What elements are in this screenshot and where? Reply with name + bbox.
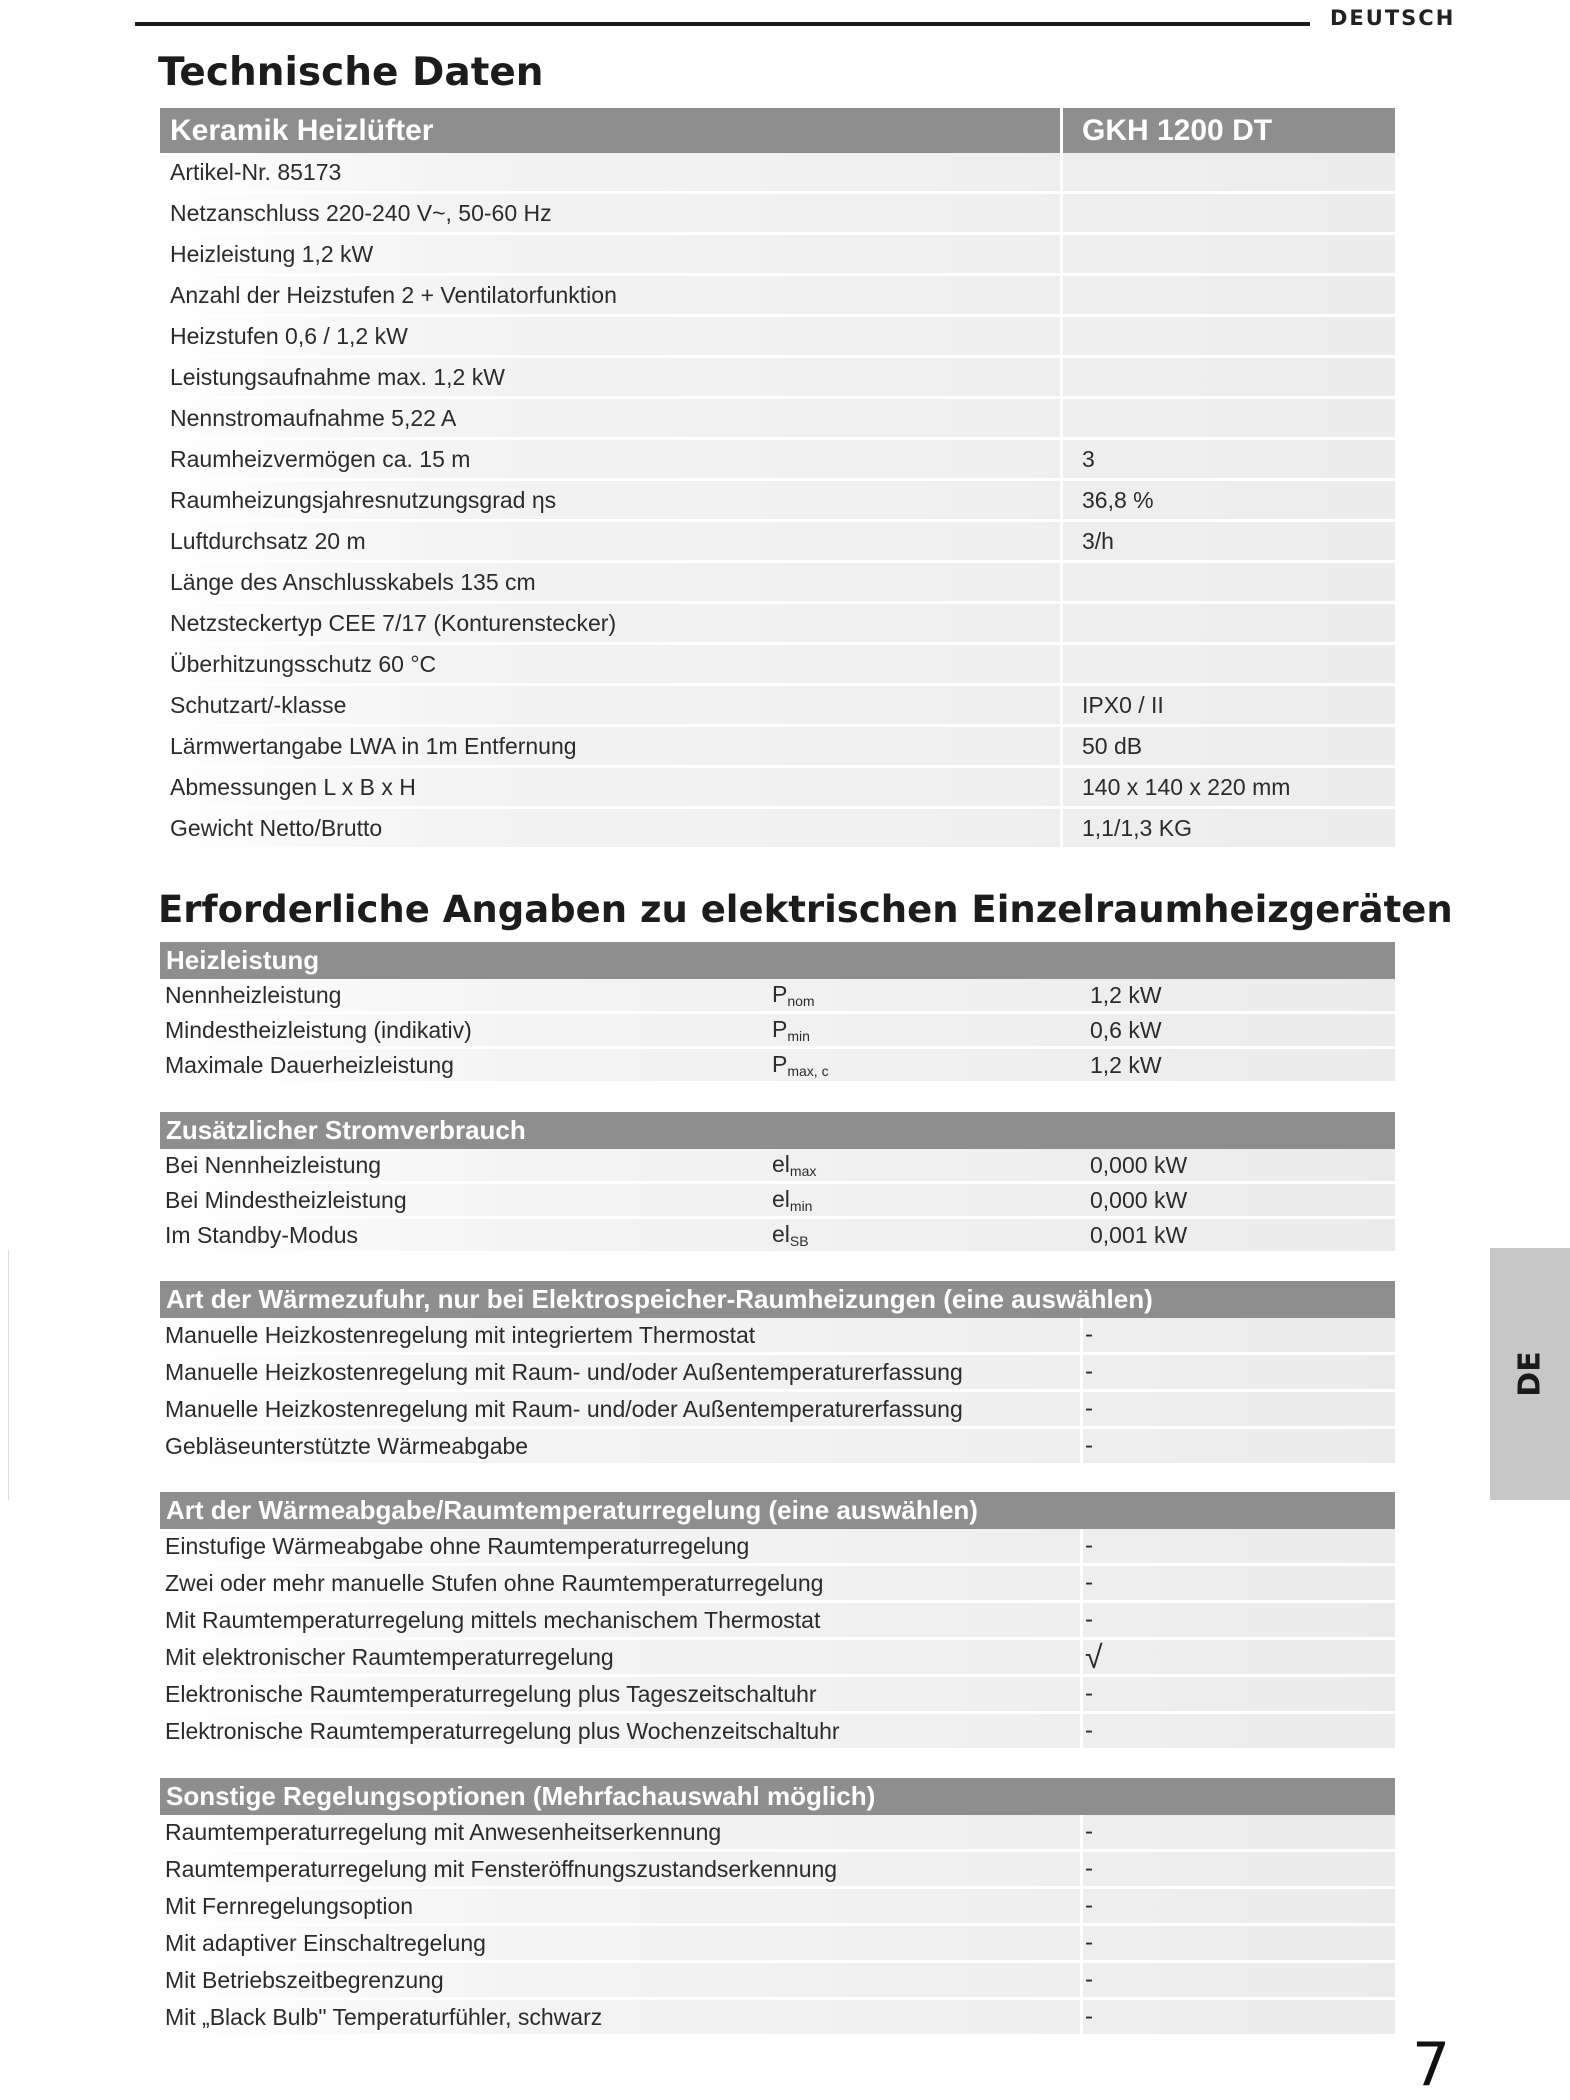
symbol-base: el [772, 1186, 790, 1212]
row-value: 3 [1082, 445, 1095, 472]
table-row [160, 1603, 1395, 1640]
table-row [160, 1184, 1395, 1219]
row-value: 0,000 kW [1090, 1186, 1188, 1213]
row-label: Schutzart/-klasse [170, 691, 347, 718]
row-value: IPX0 / II [1082, 691, 1164, 718]
waermezufuhr-header: Art der Wärmezufuhr, nur bei Elektrospeicher-Raumheizungen (eine auswählen) [160, 1281, 1395, 1318]
row-label: Mit Betriebszeitbegrenzung [165, 1966, 444, 1993]
row-label: Raumheizungsjahresnutzungsgrad ηs [170, 486, 557, 513]
table-row [160, 1926, 1395, 1963]
table-row [160, 194, 1395, 235]
table-row [160, 645, 1395, 686]
waermezufuhr-table [160, 1281, 1395, 1466]
heizleistung-header: Heizleistung [160, 942, 1395, 979]
dash-mark: - [1085, 1532, 1093, 1559]
checkmark-icon: √ [1085, 1638, 1103, 1675]
dash-mark: - [1085, 1321, 1093, 1348]
row-label: Gebläseunterstützte Wärmeabgabe [165, 1432, 529, 1459]
page-title: Technische Daten [158, 50, 544, 95]
dash-mark: - [1085, 1432, 1093, 1459]
table-row [160, 1677, 1395, 1714]
table-row [160, 522, 1395, 563]
waermeabgabe-header: Art der Wärmeabgabe/Raumtemperaturregelung (eine auswählen) [160, 1492, 1395, 1529]
section-title: Erforderliche Angaben zu elektrischen Einzelraumheizgeräten [158, 888, 1453, 931]
stromverbrauch-header: Zusätzlicher Stromverbrauch [160, 1112, 1395, 1149]
dash-mark: - [1085, 1358, 1093, 1385]
row-value: 1,1/1,3 KG [1082, 814, 1192, 841]
row-label: Abmessungen L x B x H [170, 773, 416, 800]
table-row [160, 768, 1395, 809]
row-label: Mit Raumtemperaturregelung mittels mechanischem Thermostat [165, 1606, 821, 1633]
table-row [160, 1355, 1395, 1392]
side-tab-label: DE [1512, 1351, 1548, 1397]
row-label: Nennstromaufnahme 5,22 A [170, 404, 457, 431]
row-label: Bei Nennheizleistung [165, 1151, 382, 1178]
row-value: 36,8 % [1082, 486, 1154, 513]
table-row [160, 399, 1395, 440]
dash-mark: - [1085, 1395, 1093, 1422]
row-label: Mit Fernregelungsoption [165, 1892, 414, 1919]
table-row [160, 276, 1395, 317]
row-value: 0,001 kW [1090, 1221, 1188, 1248]
tech-data-table [160, 108, 1395, 850]
row-label: Raumtemperaturregelung mit Anwesenheitserkennung [165, 1818, 722, 1845]
table-row [160, 1640, 1395, 1677]
row-label: Artikel-Nr. 85173 [170, 158, 342, 185]
row-value: 1,2 kW [1090, 1051, 1162, 1078]
table-row [160, 1889, 1395, 1926]
sonstige-table [160, 1778, 1395, 2037]
row-value: 0,000 kW [1090, 1151, 1188, 1178]
page-number: 7 [1412, 2030, 1451, 2100]
row-value: 0,6 kW [1090, 1016, 1162, 1043]
row-label: Mit adaptiver Einschaltregelung [165, 1929, 486, 1956]
row-label: Einstufige Wärmeabgabe ohne Raumtemperaturregelung [165, 1532, 750, 1559]
dash-mark: - [1085, 1606, 1093, 1633]
row-label: Im Standby-Modus [165, 1221, 359, 1248]
symbol-subscript: min [787, 1028, 810, 1044]
symbol-subscript: SB [789, 1233, 809, 1249]
dash-mark: - [1085, 1717, 1093, 1744]
table-row [160, 481, 1395, 522]
language-side-tab [1490, 1248, 1570, 1500]
symbol-subscript: max [789, 1163, 817, 1179]
dash-mark: - [1085, 1818, 1093, 1845]
row-symbol [772, 1051, 829, 1079]
row-label: Netzsteckertyp CEE 7/17 (Konturenstecker) [170, 609, 617, 636]
row-label: Elektronische Raumtemperaturregelung plus Wochenzeitschaltuhr [165, 1717, 840, 1744]
row-label: Raumtemperaturregelung mit Fensteröffnungszustandserkennung [165, 1855, 838, 1882]
stromverbrauch-table [160, 1112, 1395, 1254]
row-label: Länge des Anschlusskabels 135 cm [170, 568, 536, 595]
row-label: Zwei oder mehr manuelle Stufen ohne Raumtemperaturregelung [165, 1569, 824, 1596]
row-label: Heizleistung 1,2 kW [170, 240, 374, 267]
waermeabgabe-table [160, 1492, 1395, 1751]
row-value: 50 dB [1082, 732, 1143, 759]
row-label: Elektronische Raumtemperaturregelung plus Tageszeitschaltuhr [165, 1680, 817, 1707]
table-row [160, 1014, 1395, 1049]
table-row [160, 563, 1395, 604]
header-rule [135, 22, 1310, 26]
table-header [160, 108, 1395, 153]
row-label: Luftdurchsatz 20 m [170, 527, 366, 554]
row-label: Manuelle Heizkostenregelung mit Raum- und/oder Außentemperaturerfassung [165, 1395, 963, 1422]
row-label: Leistungsaufnahme max. 1,2 kW [170, 363, 505, 390]
dash-mark: - [1085, 2003, 1093, 2030]
row-symbol [772, 981, 815, 1009]
row-symbol [772, 1151, 816, 1179]
dash-mark: - [1085, 1892, 1093, 1919]
symbol-base: P [772, 981, 788, 1007]
table-row [160, 1529, 1395, 1566]
dash-mark: - [1085, 1966, 1093, 1993]
row-label: Mindestheizleistung (indikativ) [165, 1016, 472, 1043]
table-row [160, 1392, 1395, 1429]
table-row [160, 235, 1395, 276]
model-name: GKH 1200 DT [1082, 113, 1273, 147]
row-label: Mit elektronischer Raumtemperaturregelung [165, 1643, 614, 1670]
symbol-base: P [772, 1016, 788, 1042]
row-label: Heizstufen 0,6 / 1,2 kW [170, 322, 408, 349]
row-label: Anzahl der Heizstufen 2 + Ventilatorfunktion [170, 281, 617, 308]
symbol-base: el [772, 1151, 790, 1177]
heizleistung-table [160, 942, 1395, 1084]
table-row [160, 1429, 1395, 1466]
language-label: DEUTSCH [1330, 6, 1456, 30]
table-row [160, 440, 1395, 481]
table-row [160, 1566, 1395, 1603]
table-row [160, 317, 1395, 358]
table-row [160, 1815, 1395, 1852]
symbol-base: el [772, 1221, 790, 1247]
row-symbol [772, 1221, 809, 1249]
table-row [160, 686, 1395, 727]
table-row [160, 358, 1395, 399]
table-row [160, 809, 1395, 850]
row-label: Manuelle Heizkostenregelung mit Raum- und/oder Außentemperaturerfassung [165, 1358, 963, 1385]
margin-line [8, 1250, 9, 1500]
table-row [160, 1318, 1395, 1355]
sonstige-header: Sonstige Regelungsoptionen (Mehrfachauswahl möglich) [160, 1778, 1395, 1815]
row-value: 3/h [1082, 527, 1114, 554]
table-row [160, 1219, 1395, 1254]
dash-mark: - [1085, 1680, 1093, 1707]
table-row [160, 1714, 1395, 1751]
dash-mark: - [1085, 1569, 1093, 1596]
table-row [160, 153, 1395, 194]
row-label: Raumheizvermögen ca. 15 m [170, 445, 471, 472]
symbol-subscript: nom [787, 993, 815, 1009]
table-row [160, 1963, 1395, 2000]
row-label: Maximale Dauerheizleistung [165, 1051, 454, 1078]
symbol-subscript: max, c [787, 1063, 829, 1079]
symbol-base: P [772, 1051, 788, 1077]
row-label: Mit „Black Bulb" Temperaturfühler, schwarz [165, 2003, 603, 2030]
table-row [160, 1049, 1395, 1084]
table-row [160, 727, 1395, 768]
table-row [160, 1852, 1395, 1889]
row-value: 140 x 140 x 220 mm [1082, 773, 1291, 800]
table-row [160, 1149, 1395, 1184]
product-name: Keramik Heizlüfter [170, 113, 434, 147]
row-symbol [772, 1186, 812, 1214]
row-label: Überhitzungsschutz 60 °C [170, 650, 437, 677]
row-label: Manuelle Heizkostenregelung mit integriertem Thermostat [165, 1321, 756, 1348]
table-row [160, 604, 1395, 645]
table-row [160, 979, 1395, 1014]
row-value: 1,2 kW [1090, 981, 1162, 1008]
row-label: Bei Mindestheizleistung [165, 1186, 407, 1213]
row-label: Netzanschluss 220-240 V~, 50-60 Hz [170, 199, 552, 226]
symbol-subscript: min [789, 1198, 813, 1214]
dash-mark: - [1085, 1929, 1093, 1956]
row-label: Gewicht Netto/Brutto [170, 814, 383, 841]
table-row [160, 2000, 1395, 2037]
row-symbol [772, 1016, 810, 1044]
row-label: Lärmwertangabe LWA in 1m Entfernung [170, 732, 577, 759]
dash-mark: - [1085, 1855, 1093, 1882]
row-label: Nennheizleistung [165, 981, 342, 1008]
